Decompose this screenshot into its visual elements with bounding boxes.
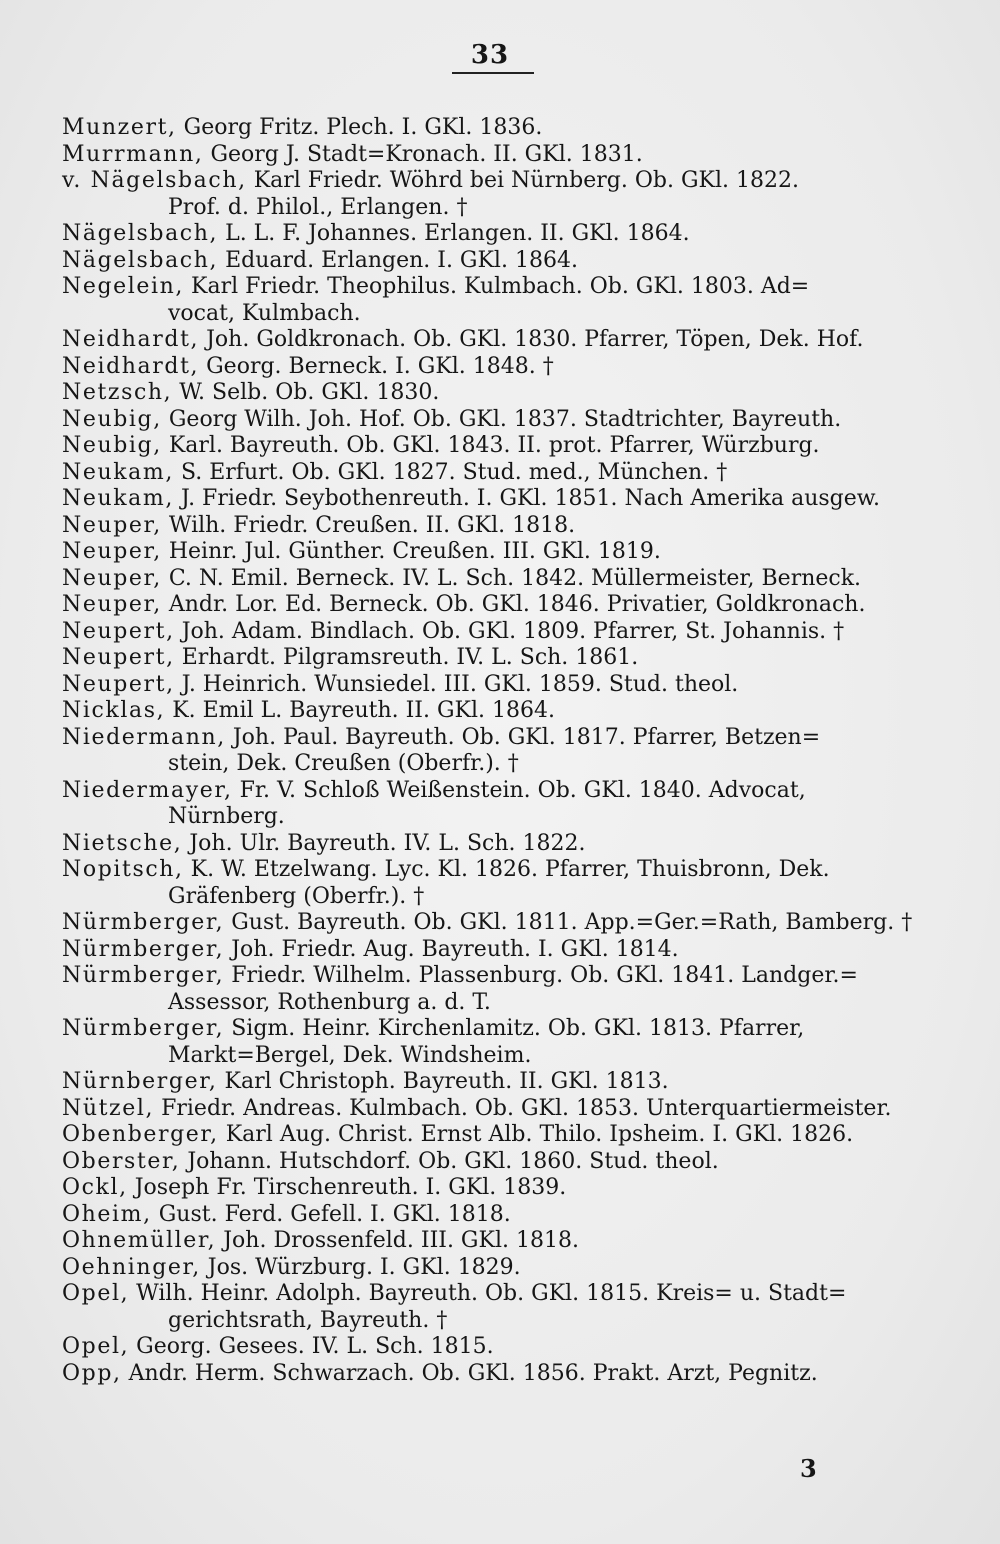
entry-details: Karl Friedr. Theophilus. Kulmbach. Ob. GKl. 1803. Ad=: [191, 274, 810, 299]
entry-first-line: [62, 539, 932, 566]
entry-first-line: [62, 274, 932, 301]
entry-surname: Oehninger,: [62, 1254, 201, 1280]
entry-details: Georg Wilh. Joh. Hof. Ob. GKl. 1837. Stadtrichter, Bayreuth.: [168, 406, 842, 432]
entry-details: Eduard. Erlangen. I. GKl. 1864.: [225, 247, 578, 273]
register-entry: [62, 1069, 932, 1096]
entry-first-line: [62, 354, 932, 381]
entry-surname: Ockl,: [62, 1175, 128, 1200]
entry-surname: Netzsch,: [62, 380, 173, 405]
entry-surname: Neubig,: [62, 406, 162, 432]
entry-surname: Nürmberger,: [62, 963, 225, 988]
register-entry: [62, 1228, 932, 1255]
entry-first-line: [62, 645, 932, 672]
entry-details: W. Selb. Ob. GKl. 1830.: [179, 380, 440, 405]
entry-details: Joh. Paul. Bayreuth. Ob. GKl. 1817. Pfarrer, Betzen=: [232, 724, 821, 750]
entry-details: Georg. Gesees. IV. L. Sch. 1815.: [136, 1334, 494, 1359]
entry-surname: Neupert,: [62, 645, 175, 670]
entry-first-line: [62, 1202, 932, 1229]
entry-details: Wilh. Heinr. Adolph. Bayreuth. Ob. GKl. 1815. Kreis= u. Stadt=: [136, 1281, 847, 1306]
entry-details: Johann. Hutschdorf. Ob. GKl. 1860. Stud. theol.: [187, 1148, 719, 1174]
signature-mark: 3: [800, 1454, 817, 1483]
entry-details: Joh. Adam. Bindlach. Ob. GKl. 1809. Pfarrer, St. Johannis. †: [181, 618, 845, 644]
register-entry: [62, 327, 932, 354]
entry-first-line: [62, 1175, 932, 1202]
entry-details: Andr. Herm. Schwarzach. Ob. GKl. 1856. Prakt. Arzt, Pegnitz.: [128, 1360, 818, 1386]
entry-surname: Neupert,: [62, 618, 175, 644]
entry-first-line: [62, 778, 932, 805]
register-entry: [62, 142, 932, 169]
entry-surname: Nägelsbach,: [62, 247, 219, 273]
register-entry: [62, 857, 932, 910]
register-entry: [62, 513, 932, 540]
register-entry: [62, 380, 932, 407]
entry-details: Friedr. Andreas. Kulmbach. Ob. GKl. 1853. Unterquartiermeister.: [161, 1095, 892, 1121]
entry-first-line: [62, 1255, 932, 1282]
register-entry: [62, 407, 932, 434]
register-entry: [62, 1361, 932, 1388]
entry-surname: Murrmann,: [62, 141, 204, 167]
register-entry: [62, 1255, 932, 1282]
entry-details: Heinr. Jul. Günther. Creußen. III. GKl. 1819.: [168, 539, 661, 564]
entry-surname: Nopitsch,: [62, 857, 184, 882]
entry-details: Joh. Friedr. Aug. Bayreuth. I. GKl. 1814.: [231, 936, 679, 962]
entry-details: Gust. Bayreuth. Ob. GKl. 1811. App.=Ger.=Rath, Bamberg. †: [231, 910, 913, 935]
entry-surname: Negelein,: [62, 274, 185, 299]
entry-first-line: [62, 221, 932, 248]
entry-surname: v. Nägelsbach,: [62, 168, 247, 193]
entry-continuation: vocat, Kulmbach.: [168, 300, 361, 326]
header-rule: [452, 72, 534, 74]
entry-first-line: [62, 937, 932, 964]
entry-details: Friedr. Wilhelm. Plassenburg. Ob. GKl. 1841. Landger.=: [231, 963, 858, 988]
entry-surname: Neukam,: [62, 486, 174, 511]
register-entry: [62, 672, 932, 699]
page-number: 33: [470, 40, 510, 70]
entry-first-line: [62, 910, 932, 937]
register-entry: [62, 1096, 932, 1123]
entry-continuation: stein, Dek. Creußen (Oberfr.). †: [168, 751, 519, 776]
register-entry: [62, 778, 932, 831]
entry-first-line: [62, 380, 932, 407]
entry-first-line: [62, 698, 932, 725]
entry-surname: Nürnberger,: [62, 1069, 218, 1094]
entry-details: Karl Christoph. Bayreuth. II. GKl. 1813.: [224, 1069, 669, 1094]
register-entry: [62, 698, 932, 725]
entry-surname: Munzert,: [62, 115, 177, 140]
register-entry: [62, 1016, 932, 1069]
entry-details: Fr. V. Schloß Weißenstein. Ob. GKl. 1840. Advocat,: [239, 777, 806, 803]
register-entry: [62, 354, 932, 381]
entry-surname: Niedermayer,: [62, 777, 233, 803]
entry-continuation: Markt=Bergel, Dek. Windsheim.: [168, 1042, 532, 1068]
register-entry: [62, 645, 932, 672]
entry-first-line: [62, 857, 932, 884]
entry-surname: Opel,: [62, 1281, 130, 1306]
entry-surname: Neidhardt,: [62, 327, 200, 352]
entry-details: S. Erfurt. Ob. GKl. 1827. Stud. med., München. †: [180, 459, 728, 485]
entry-details: Karl. Bayreuth. Ob. GKl. 1843. II. prot. Pfarrer, Würzburg.: [168, 433, 820, 458]
register-entry: [62, 910, 932, 937]
entry-surname: Neubig,: [62, 433, 162, 458]
entry-first-line: [62, 725, 932, 752]
entry-surname: Opp,: [62, 1360, 122, 1386]
register-entry: [62, 592, 932, 619]
entry-first-line: [62, 1069, 932, 1096]
entry-surname: Neuper,: [62, 592, 162, 617]
entry-surname: Neukam,: [62, 459, 174, 485]
entry-first-line: [62, 592, 932, 619]
entry-surname: Neidhardt,: [62, 353, 200, 379]
entry-surname: Neuper,: [62, 565, 162, 591]
register-entry: [62, 1149, 932, 1176]
entry-surname: Neupert,: [62, 671, 175, 697]
entry-first-line: [62, 407, 932, 434]
entry-details: J. Friedr. Seybothenreuth. I. GKl. 1851. Nach Amerika ausgew.: [180, 486, 880, 511]
entry-details: L. L. F. Johannes. Erlangen. II. GKl. 1864.: [225, 221, 690, 246]
entry-details: Sigm. Heinr. Kirchenlamitz. Ob. GKl. 1813. Pfarrer,: [231, 1016, 805, 1041]
entry-details: Jos. Würzburg. I. GKl. 1829.: [207, 1254, 521, 1280]
entry-continuation: Gräfenberg (Oberfr.). †: [168, 883, 425, 909]
entry-first-line: [62, 1228, 932, 1255]
entry-first-line: [62, 566, 932, 593]
register-entry: [62, 460, 932, 487]
register-entries: [62, 115, 932, 1387]
entry-details: Georg. Berneck. I. GKl. 1848. †: [206, 353, 554, 379]
register-entry: [62, 1281, 932, 1334]
entry-surname: Nützel,: [62, 1095, 155, 1121]
entry-surname: Nietsche,: [62, 830, 183, 856]
register-entry: [62, 248, 932, 275]
register-entry: [62, 221, 932, 248]
register-entry: [62, 937, 932, 964]
entry-first-line: [62, 1281, 932, 1308]
entry-continuation: Assessor, Rothenburg a. d. T.: [168, 989, 491, 1015]
entry-details: Andr. Lor. Ed. Berneck. Ob. GKl. 1846. Privatier, Goldkronach.: [168, 592, 866, 617]
entry-first-line: [62, 1334, 932, 1361]
entry-details: Gust. Ferd. Gefell. I. GKl. 1818.: [158, 1201, 511, 1227]
register-entry: [62, 1122, 932, 1149]
entry-first-line: [62, 433, 932, 460]
entry-details: Georg Fritz. Plech. I. GKl. 1836.: [183, 115, 543, 140]
entry-first-line: [62, 1096, 932, 1123]
entry-first-line: [62, 115, 932, 142]
register-entry: [62, 433, 932, 460]
entry-details: K. Emil L. Bayreuth. II. GKl. 1864.: [172, 698, 555, 723]
register-entry: [62, 963, 932, 1016]
entry-surname: Opel,: [62, 1334, 130, 1359]
entry-surname: Nägelsbach,: [62, 221, 219, 246]
register-entry: [62, 1175, 932, 1202]
entry-first-line: [62, 486, 932, 513]
entry-first-line: [62, 1361, 932, 1388]
register-entry: [62, 566, 932, 593]
entry-continuation: gerichtsrath, Bayreuth. †: [168, 1307, 448, 1333]
entry-first-line: [62, 963, 932, 990]
entry-first-line: [62, 1122, 932, 1149]
entry-details: Joseph Fr. Tirschenreuth. I. GKl. 1839.: [134, 1175, 567, 1200]
entry-details: Karl Aug. Christ. Ernst Alb. Thilo. Ipsheim. I. GKl. 1826.: [225, 1122, 854, 1147]
entry-first-line: [62, 168, 932, 195]
entry-first-line: [62, 672, 932, 699]
entry-first-line: [62, 619, 932, 646]
register-entry: [62, 168, 932, 221]
register-entry: [62, 486, 932, 513]
entry-details: Georg J. Stadt=Kronach. II. GKl. 1831.: [210, 141, 643, 167]
entry-surname: Neuper,: [62, 512, 162, 538]
entry-details: Karl Friedr. Wöhrd bei Nürnberg. Ob. GKl. 1822.: [253, 168, 799, 193]
entry-surname: Oberster,: [62, 1148, 181, 1174]
entry-details: Wilh. Friedr. Creußen. II. GKl. 1818.: [168, 512, 576, 538]
entry-details: K. W. Etzelwang. Lyc. Kl. 1826. Pfarrer, Thuisbronn, Dek.: [190, 857, 830, 882]
register-entry: [62, 619, 932, 646]
register-entry: [62, 725, 932, 778]
entry-surname: Nürmberger,: [62, 1016, 225, 1041]
entry-first-line: [62, 1016, 932, 1043]
entry-first-line: [62, 1149, 932, 1176]
register-entry: [62, 115, 932, 142]
entry-surname: Nürmberger,: [62, 936, 225, 962]
entry-first-line: [62, 142, 932, 169]
entry-continuation: Nürnberg.: [168, 804, 285, 829]
entry-surname: Nicklas,: [62, 698, 166, 723]
entry-first-line: [62, 248, 932, 275]
entry-surname: Neuper,: [62, 539, 162, 564]
entry-surname: Oheim,: [62, 1201, 152, 1227]
entry-first-line: [62, 327, 932, 354]
entry-details: Joh. Goldkronach. Ob. GKl. 1830. Pfarrer, Töpen, Dek. Hof.: [206, 327, 864, 352]
entry-first-line: [62, 460, 932, 487]
entry-first-line: [62, 831, 932, 858]
entry-surname: Ohnemüller,: [62, 1228, 217, 1253]
entry-details: Joh. Drossenfeld. III. GKl. 1818.: [223, 1228, 579, 1253]
entry-details: C. N. Emil. Berneck. IV. L. Sch. 1842. Müllermeister, Berneck.: [168, 565, 862, 591]
entry-first-line: [62, 513, 932, 540]
register-entry: [62, 1334, 932, 1361]
register-entry: [62, 539, 932, 566]
entry-details: Joh. Ulr. Bayreuth. IV. L. Sch. 1822.: [189, 830, 586, 856]
entry-surname: Nürmberger,: [62, 910, 225, 935]
entry-continuation: Prof. d. Philol., Erlangen. †: [168, 194, 468, 220]
register-entry: [62, 1202, 932, 1229]
register-entry: [62, 274, 932, 327]
entry-surname: Niedermann,: [62, 724, 226, 750]
register-entry: [62, 831, 932, 858]
entry-surname: Obenberger,: [62, 1122, 219, 1147]
entry-details: Erhardt. Pilgramsreuth. IV. L. Sch. 1861.: [181, 645, 639, 670]
entry-details: J. Heinrich. Wunsiedel. III. GKl. 1859. Stud. theol.: [181, 671, 739, 697]
